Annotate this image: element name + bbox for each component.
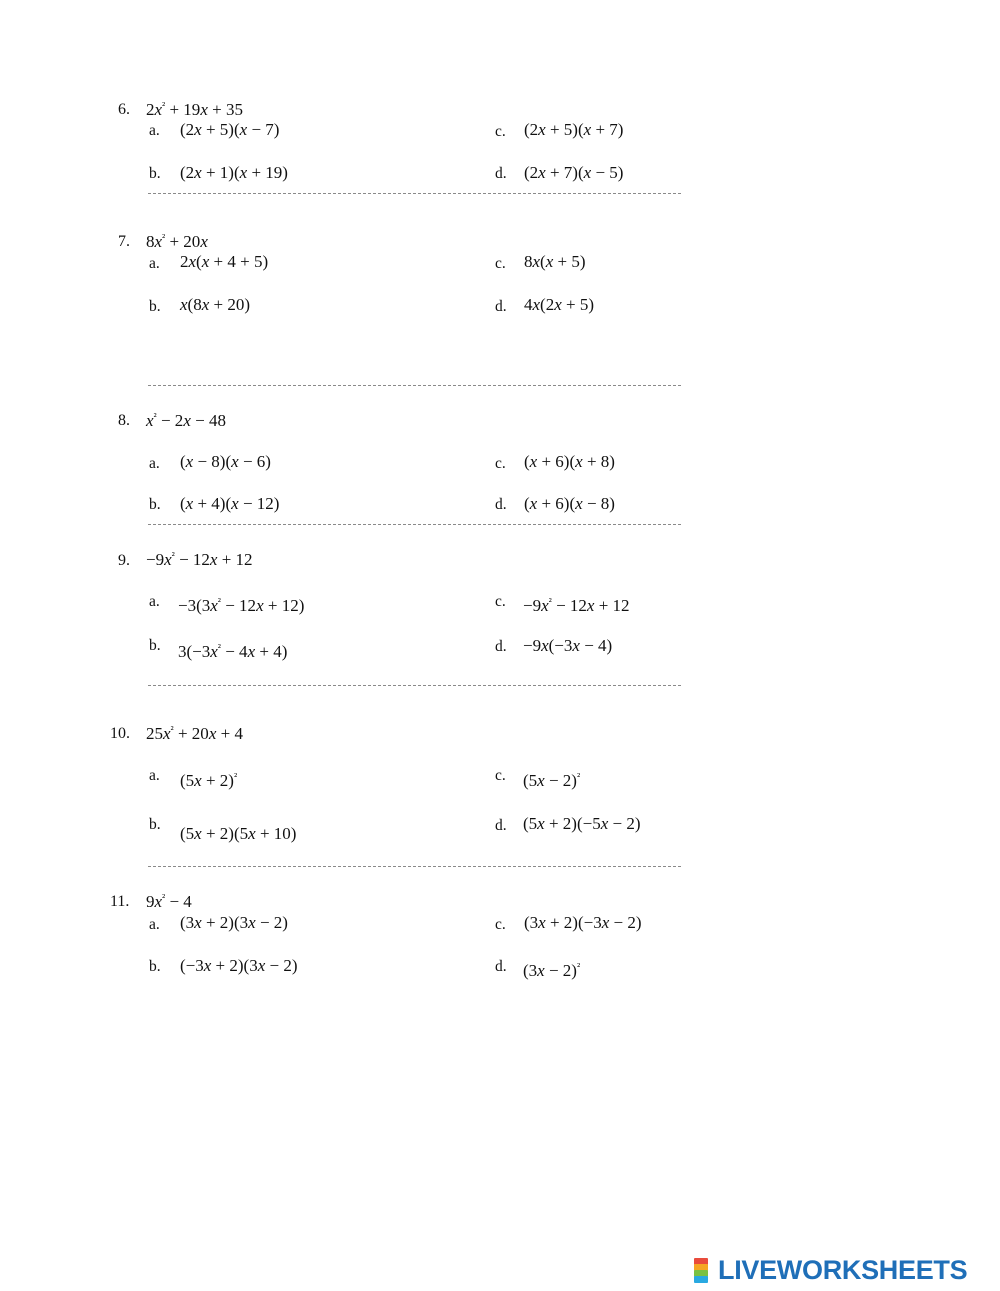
option-c-text[interactable]: (2x + 5)(x + 7) [524,120,624,139]
separator-line [148,524,681,525]
option-label: d. [495,165,507,182]
option-label: a. [149,767,160,784]
problem-number: 10. [110,725,130,742]
option-label: a. [149,916,160,933]
option-c-text[interactable]: $-9x^{^2} - 12x + 12$ [523,596,630,615]
problem-number: 8. [118,412,130,429]
option-c-text[interactable]: (x + 6)(x + 8) [524,452,615,471]
option-label: a. [149,122,160,139]
option-label: d. [495,638,507,655]
problem-number: 7. [118,233,130,250]
option-b-text[interactable]: (x + 4)(x − 12) [180,494,280,513]
option-label: d. [495,817,507,834]
option-c-text[interactable]: $(5x - 2)^{^2}$ [523,771,581,790]
option-d-text[interactable]: (2x + 7)(x − 5) [524,163,624,182]
separator-line [148,866,681,867]
option-c-text[interactable]: (3x + 2)(−3x − 2) [524,913,642,932]
option-b-text[interactable]: (5x + 2)(5x + 10) [180,824,297,843]
option-label: b. [149,298,161,315]
option-b-text[interactable]: (2x + 1)(x + 19) [180,163,288,182]
option-a-text[interactable]: $-3(3x^{^2} - 12x + 12)$ [178,596,305,615]
problem-expression: $9x^{^2} - 4$ [146,892,192,911]
option-a-text[interactable]: $(5x + 2)^{^2}$ [180,771,238,790]
option-c-text[interactable]: 8x(x + 5) [524,252,586,271]
option-a-text[interactable]: (x − 8)(x − 6) [180,452,271,471]
separator-line [148,193,681,194]
option-label: c. [495,455,506,472]
problem-expression: $-9x^{^2} - 12x + 12$ [146,550,253,569]
logo-mark-icon [694,1258,715,1283]
option-label: b. [149,816,161,833]
option-a-text[interactable]: (2x + 5)(x − 7) [180,120,280,139]
option-d-text[interactable]: −9x(−3x − 4) [523,636,613,655]
problem-expression: $x^{^2} - 2x - 48$ [146,411,226,430]
option-label: a. [149,455,160,472]
problem-expression: $2x^{^2} + 19x + 35$ [146,100,243,119]
option-label: c. [495,123,506,140]
logo-text: LIVEWORKSHEETS [718,1254,968,1285]
option-label: b. [149,637,161,654]
problem-expression: $8x^{^2} + 20x$ [146,232,208,251]
option-b-text[interactable]: (−3x + 2)(3x − 2) [180,956,298,975]
option-label: b. [149,958,161,975]
option-label: c. [495,916,506,933]
option-d-text[interactable]: (5x + 2)(−5x − 2) [523,814,641,833]
option-d-text[interactable]: (x + 6)(x − 8) [524,494,615,513]
option-label: c. [495,767,506,784]
problem-number: 9. [118,552,130,569]
option-label: c. [495,255,506,272]
option-b-text[interactable]: x(8x + 20) [180,295,251,314]
problem-number: 6. [118,101,130,118]
option-label: d. [495,958,507,975]
option-label: a. [149,255,160,272]
liveworksheets-logo[interactable] [694,1254,967,1286]
option-label: d. [495,496,507,513]
option-d-text[interactable]: $(3x - 2)^{^2}$ [523,961,581,980]
separator-line [148,685,681,686]
separator-line [148,385,681,386]
option-label: d. [495,298,507,315]
option-a-text[interactable]: 2x(x + 4 + 5) [180,252,269,271]
option-label: a. [149,593,160,610]
problem-number: 11. [110,893,130,910]
option-label: b. [149,496,161,513]
problem-expression: $25x^{^2} + 20x + 4$ [146,724,243,743]
option-d-text[interactable]: 4x(2x + 5) [524,295,595,314]
option-label: c. [495,593,506,610]
logo-mark-blue [694,1276,708,1283]
option-a-text[interactable]: (3x + 2)(3x − 2) [180,913,288,932]
option-label: b. [149,165,161,182]
option-b-text[interactable]: $3(-3x^{^2} - 4x + 4)$ [178,642,288,661]
